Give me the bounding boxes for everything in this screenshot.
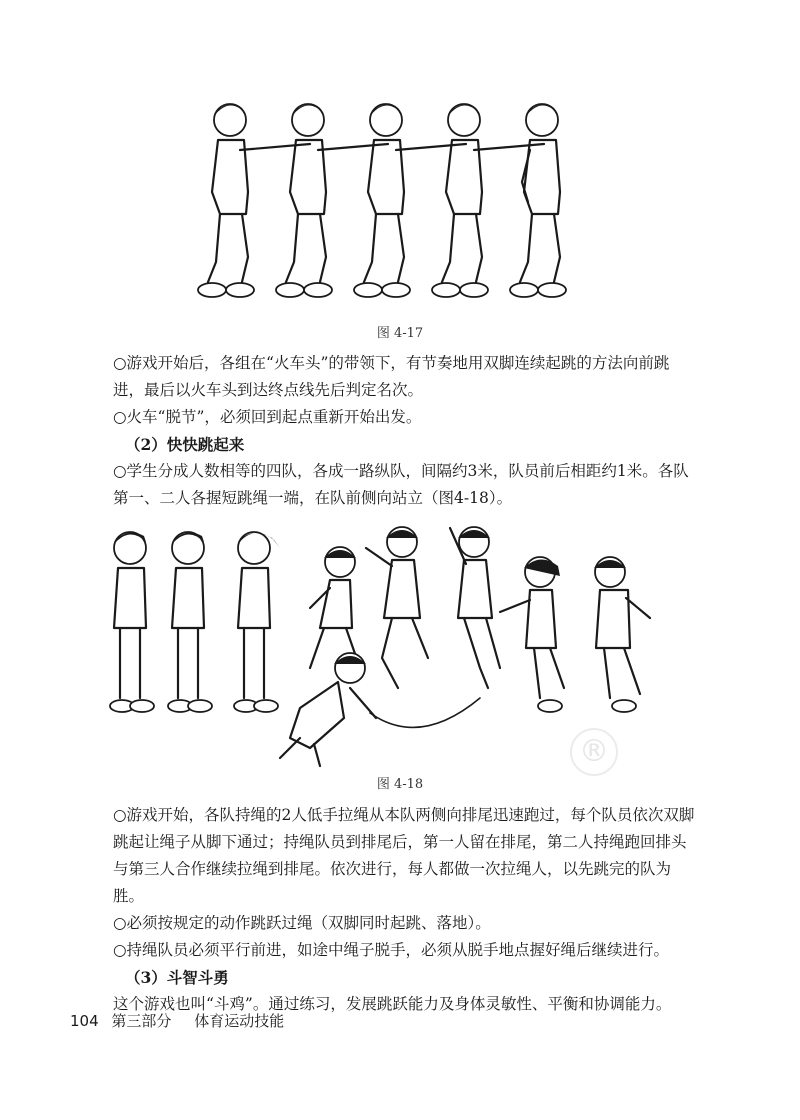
section-heading: （2）快快跳起来 [125,435,245,454]
text-block-2 [113,802,695,1018]
child-figure-jumping [310,547,360,668]
child-figure [500,557,564,712]
page-number: 104 [70,1012,99,1030]
child-figure [110,532,154,712]
paragraph: ○游戏开始，各队持绳的2人低手拉绳从本队两侧向排尾迅速跑过，每个队员依次双脚跳起让绳子从脚下通过；持绳队员到排尾后，第一人留在排尾，第二人持绳跑回排头与第三人合作继续拉绳到排尾。依次进行，每人都做一次拉绳人，以先跳完的队为胜。 [113,806,695,905]
paragraph: 这个游戏也叫“斗鸡”。通过练习，发展跳跃能力及身体灵敏性、平衡和协调能力。 [113,995,672,1013]
footer-section: 第三部分 [111,1012,172,1030]
footer-title: 体育运动技能 [194,1012,285,1030]
figure-caption: 图 4-17 [376,326,424,341]
figure-4-17-illustration [190,92,570,322]
paragraph: ○学生分成人数相等的四队，各成一路纵队，间隔约3米，队员前后相距约1米。各队第一、二人各握短跳绳一端，在队前侧向站立（图4-18）。 [113,462,689,507]
section-heading: （3）斗智斗勇 [125,968,229,987]
paragraph: ○游戏开始后，各组在“火车头”的带领下，有节奏地用双脚连续起跳的方法向前跳进，最后以火车头到达终点线先后判定名次。 [113,354,670,399]
child-figure-leader [510,104,566,297]
text-block-1 [113,350,695,512]
child-figure-crawling [280,653,376,766]
child-figure [168,532,212,712]
child-figure [234,532,280,712]
figure-caption: 图 4-18 [376,777,424,792]
child-figure-jumping [366,527,428,688]
paragraph: ○必须按规定的动作跳跃过绳（双脚同时起跳、落地）。 [113,914,491,932]
paragraph: ○持绳队员必须平行前进，如途中绳子脱手，必须从脱手地点握好绳后继续进行。 [113,941,670,959]
jump-rope [370,698,480,727]
page-footer [70,1010,284,1031]
child-figure-jumping [450,527,500,688]
paragraph: ○火车“脱节”，必须回到起点重新开始出发。 [113,408,422,426]
child-figure [594,557,650,712]
watermark-registered-mark: ® [570,728,618,776]
